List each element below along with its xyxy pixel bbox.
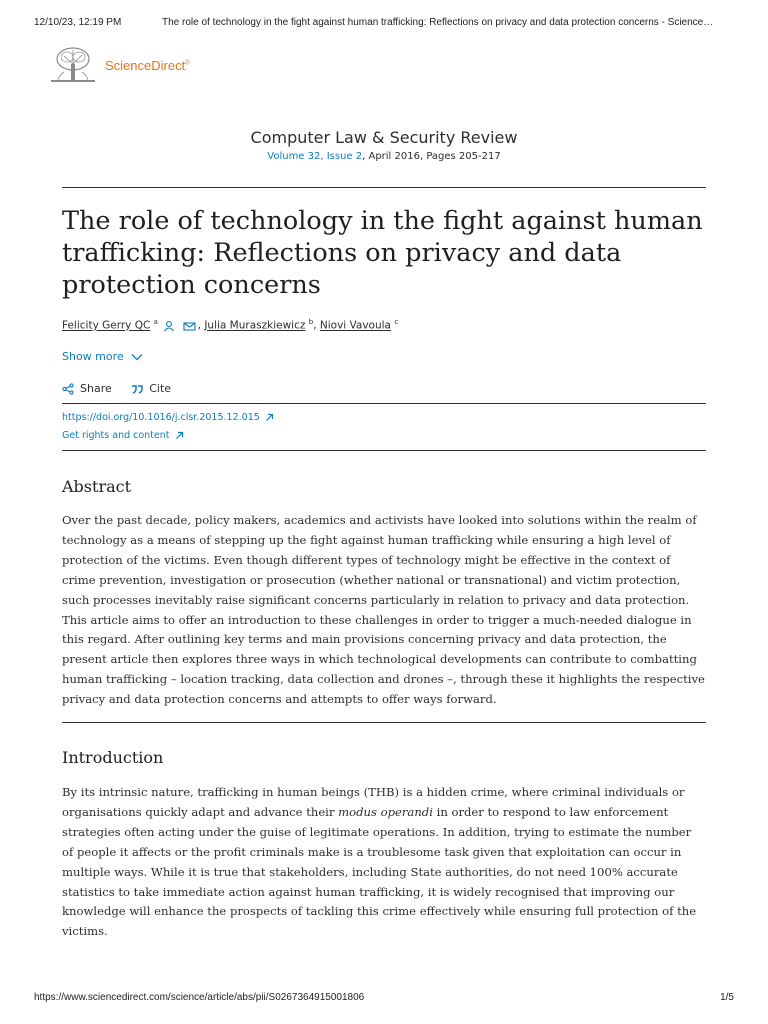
article-title: The role of technology in the fight against human trafficking: Reflections on privacy and data protection concerns [62,206,703,300]
abstract-heading: Abstract [62,477,132,496]
article-actions [62,382,187,395]
print-header [34,17,748,31]
rights-link[interactable] [62,430,184,441]
divider [62,450,706,451]
author-link[interactable]: Felicity Gerry QC [62,319,151,332]
divider [62,187,706,188]
introduction-text: By its intrinsic nature, trafficking in human beings (THB) is a hidden crime, where criminal individuals or organisations quickly adapt and advance their modus operandi in order to respond to law enforcement strategies often acting under the guise of legitimate operations. In addition, trying to estimate the number of people it affects or the profit criminals make is a troublesome task given that exploitation can occur in multiple ways. While it is true that stakeholders, including State authorities, do not need 100% accurate statistics to take immediate action against human trafficking, it is widely recognised that improving our knowledge will enhance the prospects of tackling this crime effectively while ensuring full protection of the victims. [62,785,697,939]
print-footer [34,992,734,1006]
sciencedirect-logo[interactable] [50,46,210,86]
show-more-label: Show more [62,350,124,363]
external-link-icon [175,431,184,440]
cite-button[interactable] [131,382,171,395]
author-link[interactable]: Julia Muraszkiewicz [204,319,306,332]
chevron-down-icon [131,353,143,361]
author-link[interactable]: Niovi Vavoula [319,319,391,332]
journal-name[interactable]: Computer Law & Security Review [250,128,518,147]
introduction-heading: Introduction [62,748,164,767]
external-link-icon [265,413,274,422]
quote-icon [131,383,143,395]
print-datetime: 12/10/23, 12:19 PM [34,17,122,28]
doi-link[interactable] [62,412,274,423]
author-separator: , [197,319,201,332]
divider [62,722,706,723]
author-affiliation: b [308,318,314,326]
show-more-button[interactable] [62,350,143,363]
author-affiliation: a [153,318,158,326]
brand-name: ScienceDirect® [105,58,190,73]
cite-label: Cite [149,382,172,395]
journal-date-pages: , April 2016, Pages 205-217 [362,151,501,162]
abstract-text: Over the past decade, policy makers, academics and activists have looked into solutions within the realm of technology as a means of stepping up the fight against human trafficking while ensuring a high level of protection of the victims. Even though different types of technology might be effective in the context of crime prevention, investigation or prosecution (whether national or transnational) and victim protection, such processes inevitably raise significant concerns particularly in relation to privacy and data protection. This article aims to offer an introduction to these challenges in order to trigger a much-needed dialogue in this regard. After outlining key terms and main provisions concerning privacy and data protection, the present article then explores three ways in which technological developments can contribute to combatting human trafficking – location tracking, data collection and drones –, through these it highlights the respective privacy and data protection concerns and attempts to offer ways forward. [62,513,705,707]
doi-text: https://doi.org/10.1016/j.clsr.2015.12.015 [62,412,260,423]
divider [62,403,706,404]
elsevier-tree-icon [50,46,96,84]
author-separator: , [313,319,317,332]
rights-text: Get rights and content [62,430,170,441]
person-icon[interactable] [163,320,175,332]
print-page-title: The role of technology in the fight against human trafficking: Reflections on privacy and data protection concerns - Science… [162,17,714,28]
italic-term: modus operandi [338,804,433,819]
share-button[interactable] [62,382,112,395]
email-icon[interactable] [183,320,196,332]
journal-meta [0,151,768,162]
print-url: https://www.sciencedirect.com/science/article/abs/pii/S0267364915001806 [34,992,365,1003]
volume-issue-link[interactable]: Volume 32, Issue 2 [267,151,363,162]
share-icon [62,383,74,395]
share-label: Share [80,382,112,395]
journal-header [0,128,768,162]
page-number: 1/5 [720,992,734,1003]
author-list [62,318,712,332]
author-affiliation: c [394,318,399,326]
